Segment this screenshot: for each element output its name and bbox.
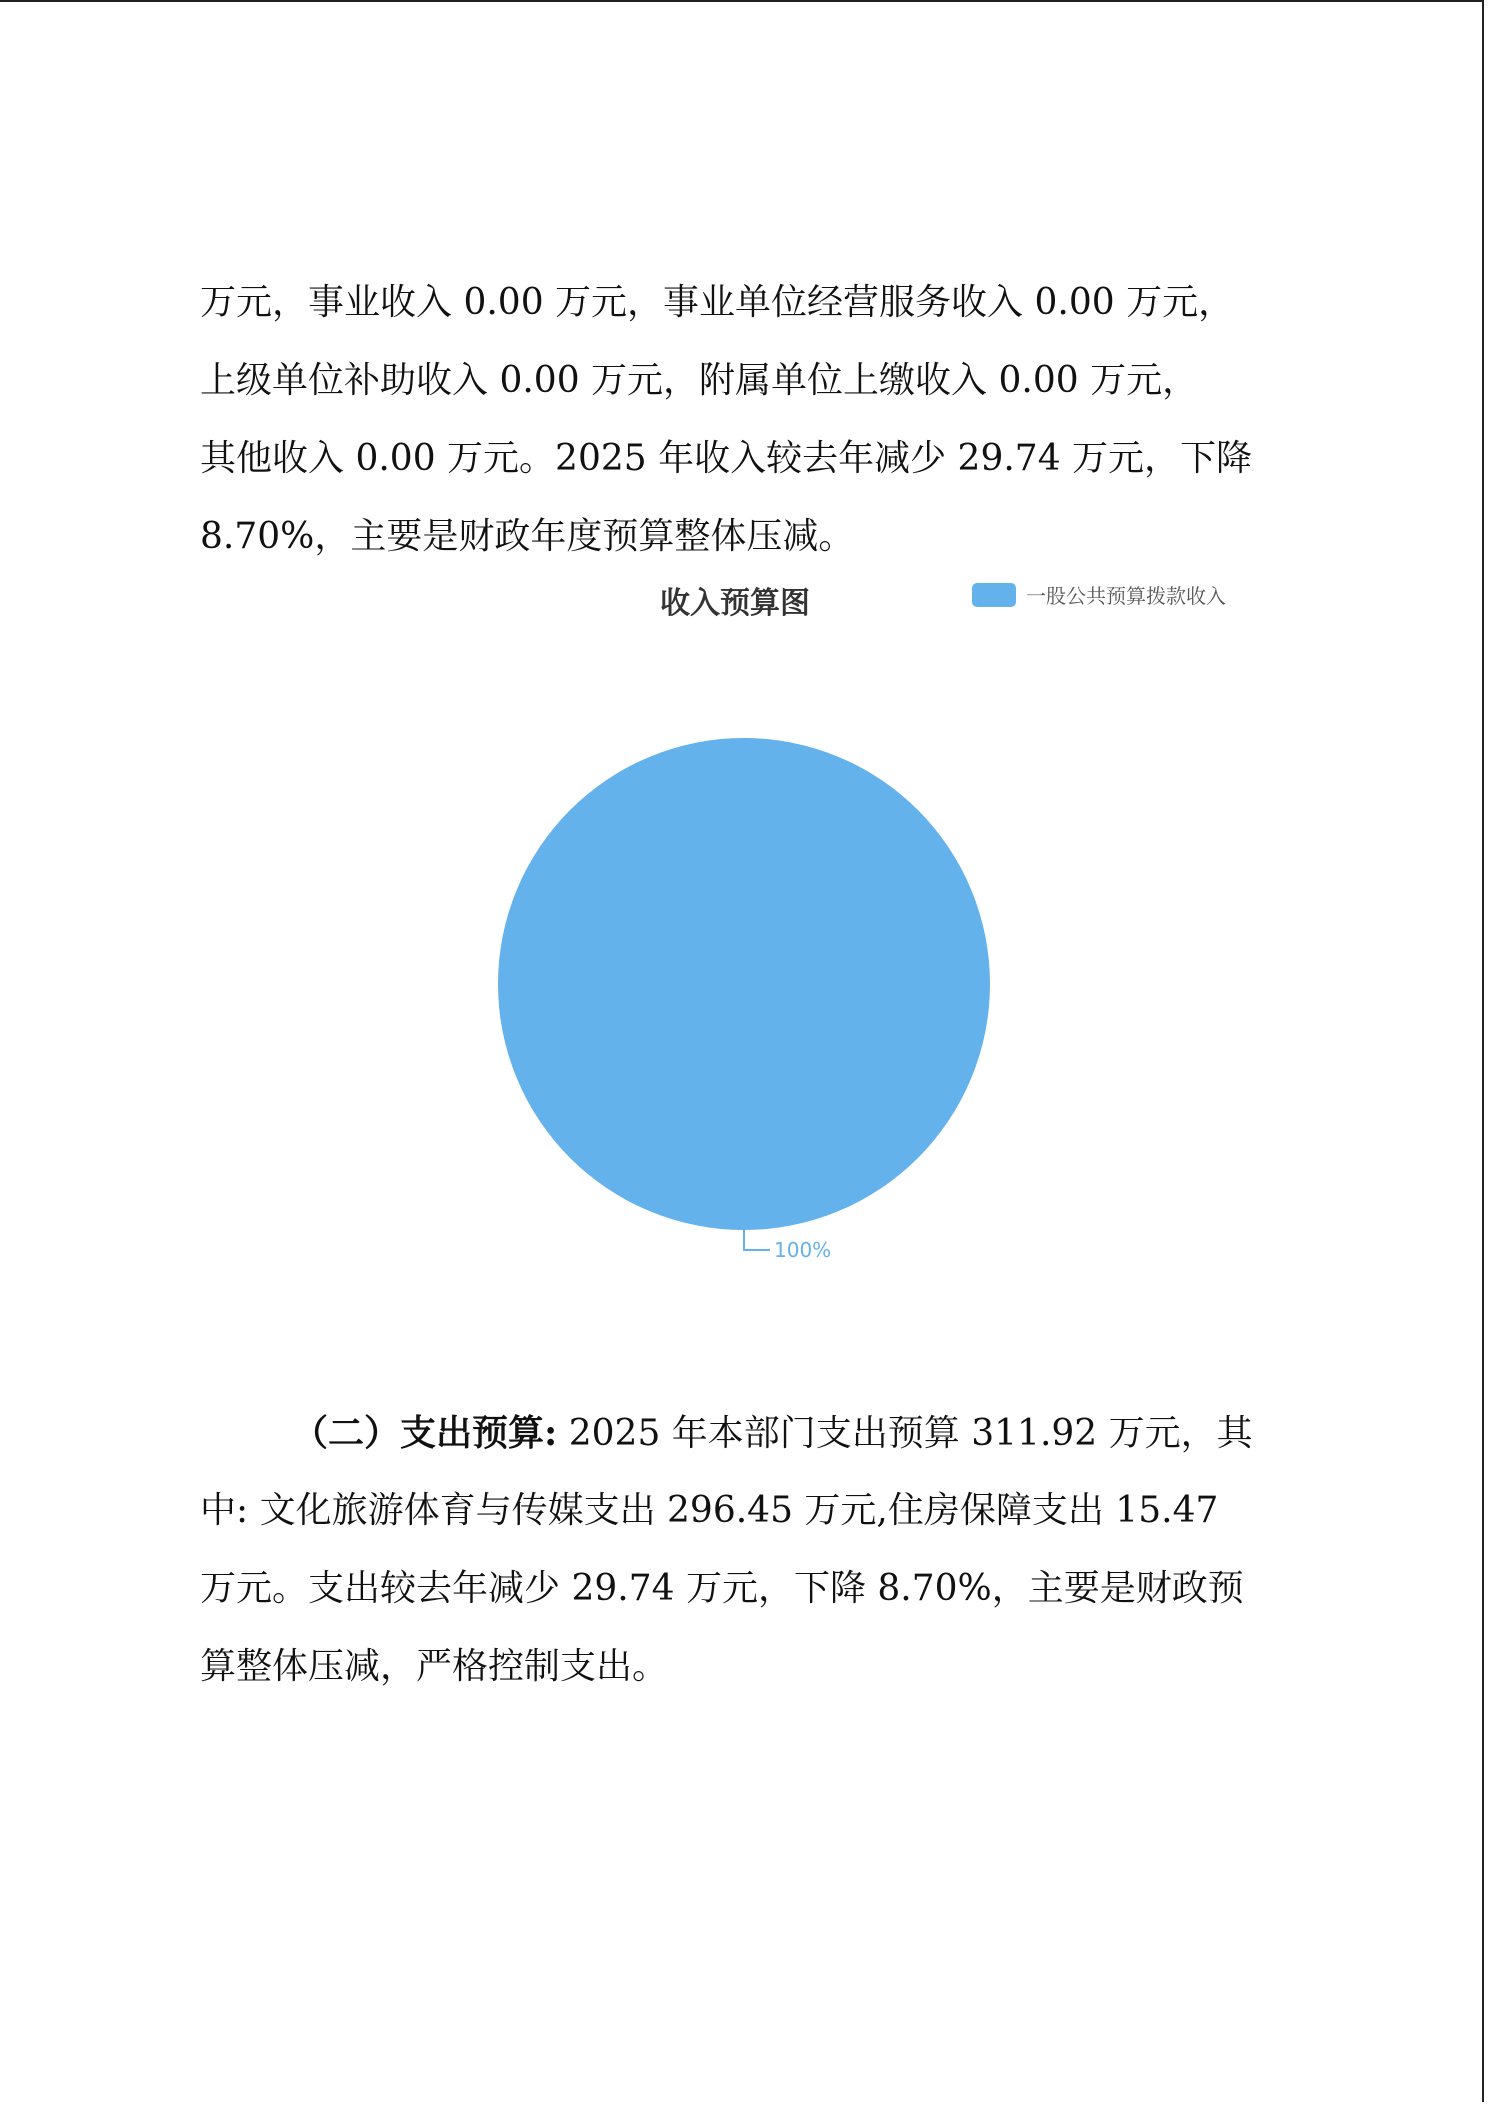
income-line-2: 上级单位补助收入 0.00 万元，附属单位上缴收入 0.00 万元，: [200, 360, 1199, 401]
chart-legend: [972, 580, 1226, 609]
income-line-4: 8.70%，主要是财政年度预算整体压减。: [200, 516, 855, 557]
pie-label-leader-0: [744, 1230, 770, 1250]
legend-label: 一股公共预算拨款收入: [1026, 584, 1226, 608]
pie-data-label-0: 100%: [774, 1238, 832, 1262]
expense-line-1-text: 2025 年本部门支出预算 311.92 万元，其: [557, 1413, 1253, 1454]
chart-title: 收入预算图: [660, 586, 810, 621]
income-line-3: 其他收入 0.00 万元。2025 年收入较去年减少 29.74 万元，下降: [200, 438, 1253, 479]
pie-slice-0: [498, 738, 990, 1230]
income-line-1: 万元，事业收入 0.00 万元，事业单位经营服务收入 0.00 万元，: [200, 282, 1235, 323]
income-paragraph: [200, 264, 1290, 576]
expense-line-2: 中: 文化旅游体育与传媒支出 296.45 万元,住房保障支出 15.47: [200, 1490, 1219, 1531]
legend-swatch: [972, 583, 1016, 607]
expense-line-4: 算整体压减，严格控制支出。: [200, 1646, 669, 1687]
expense-paragraph: [200, 1394, 1290, 1706]
expense-heading: （二）支出预算:: [292, 1412, 558, 1454]
expense-line-3: 万元。支出较去年减少 29.74 万元，下降 8.70%，主要是财政预: [200, 1568, 1244, 1609]
income-budget-chart: [440, 570, 1300, 1290]
pie-chart-svg: [440, 570, 1300, 1290]
expense-line-1: [200, 1394, 1290, 1472]
